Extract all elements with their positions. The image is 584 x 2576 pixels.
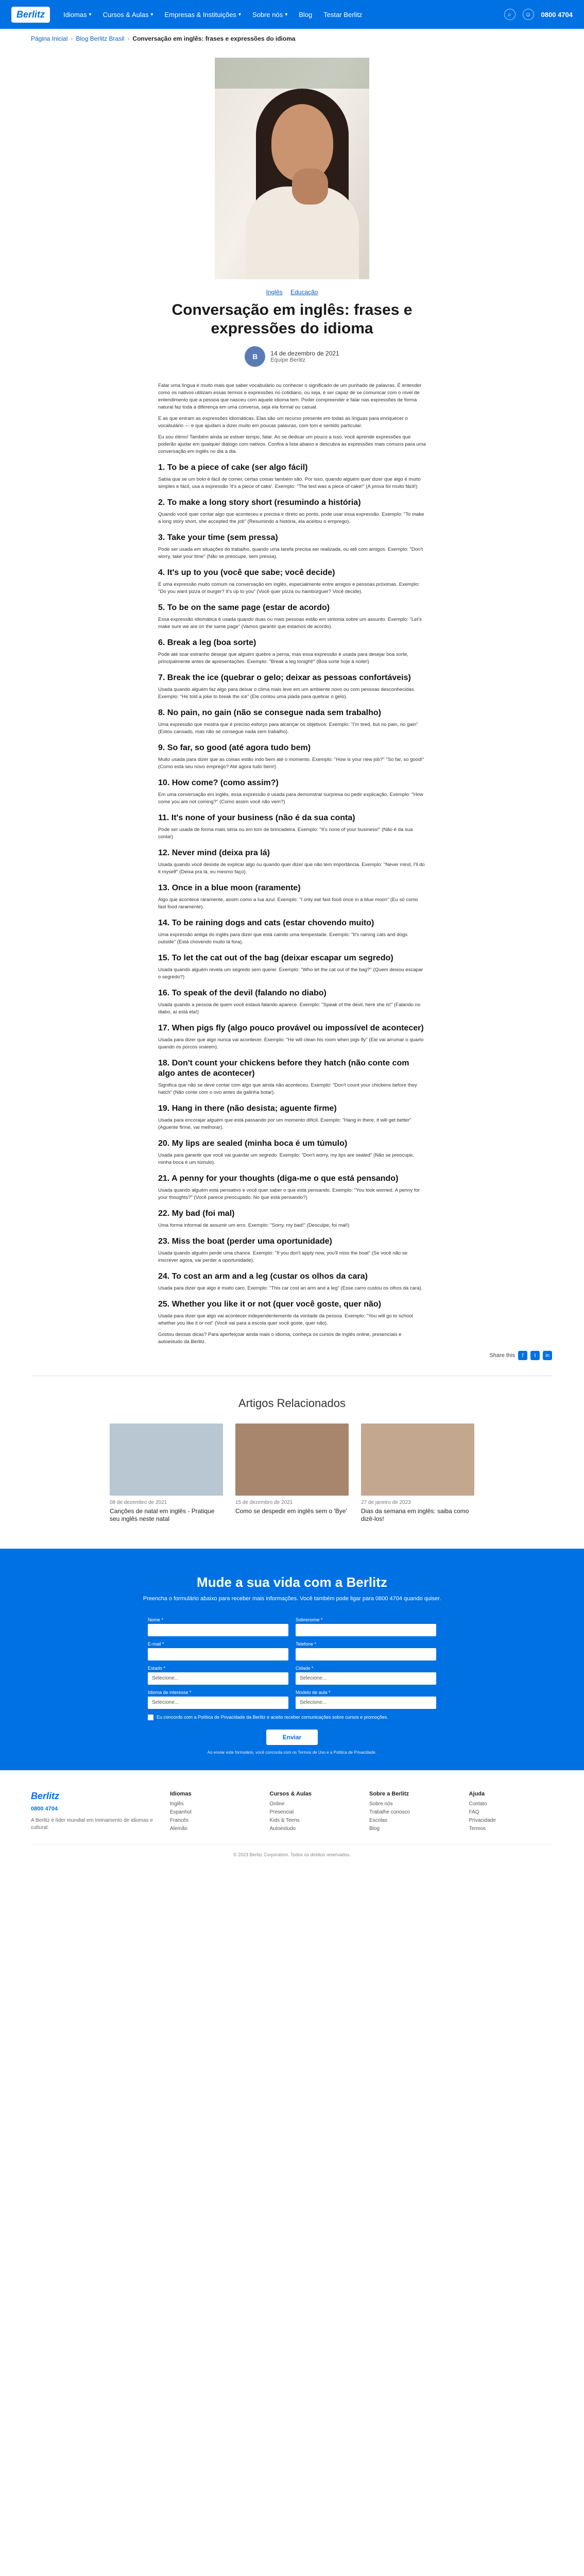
section-heading: 3. Take your time (sem pressa) xyxy=(158,533,278,542)
copyright: © 2023 Berlitz Corporation. Todos os direitos reservados. xyxy=(31,1844,553,1868)
form-row xyxy=(148,1641,436,1660)
section-paragraph: Uma expressão antiga do inglês para dizer que está caindo uma tempestade. Exemplo: "It's raining cats and dogs outside" (Está chovendo muito lá fora). xyxy=(158,932,408,945)
article-sections xyxy=(158,463,426,1327)
footer-column xyxy=(369,1791,454,1834)
section-paragraph: Quando você quer contar algo que aconteceu e precisa ir direto ao ponto, pode usar essa expressão. Exemplo: "To make a long story short, she accepted the job" (Resumindo a história, ela aceitou o emprego). xyxy=(158,512,424,524)
form-field xyxy=(296,1617,436,1636)
section-heading: 7. Break the ice (quebrar o gelo; deixar as pessoas confortáveis) xyxy=(158,673,411,682)
related-card-date: 27 de janeiro de 2023 xyxy=(361,1500,411,1505)
footer-column-title: Ajuda xyxy=(469,1791,485,1797)
section-heading: 22. My bad (foi mal) xyxy=(158,1209,235,1218)
section-paragraph: Usada para dizer que algo é muito caro. Exemplo: "This car cost an arm and a leg" (Esse carro custou os olhos da cara). xyxy=(158,1285,423,1291)
share-label: Share this xyxy=(489,1352,515,1359)
breadcrumb-current: Conversação em inglês: frases e expressões do idioma xyxy=(132,35,296,42)
section-paragraph: Usada para dizer que algo vai acontecer independentemente da vontade da pessoa. Exemplo: "You will go to school whether you like it or not" (Você vai para a escola quer você goste, quer não). xyxy=(158,1313,413,1326)
footer-logo[interactable]: Berlitz xyxy=(31,1791,60,1801)
form-field-input[interactable] xyxy=(296,1648,436,1660)
article-section xyxy=(158,673,426,701)
related-card[interactable] xyxy=(110,1423,223,1523)
form-field-input[interactable]: Selecione... xyxy=(148,1697,288,1709)
breadcrumb-separator: › xyxy=(127,35,130,42)
article-section xyxy=(158,463,426,490)
top-header xyxy=(0,0,584,29)
nav-item-empresas[interactable]: Empresas & Instituições ▾ xyxy=(164,10,241,19)
avatar: B xyxy=(245,346,265,367)
form-field-label: E-mail * xyxy=(148,1641,164,1647)
author-block xyxy=(158,346,426,367)
section-heading: 17. When pigs fly (algo pouco provável ou impossível de acontecer) xyxy=(158,1024,424,1032)
footer-link[interactable]: FAQ xyxy=(469,1809,479,1815)
cta-subtitle: Preencha o formulário abaixo para receber mais informações. Você também pode ligar para 0800 4704 quando quiser. xyxy=(143,1596,441,1602)
related-card-image xyxy=(235,1423,349,1496)
form-field-input[interactable]: Selecione... xyxy=(296,1672,436,1685)
legal-text: Ao enviar este formulário, você concorda com os Termos de Uso e a Política de Privacidade. xyxy=(207,1750,377,1755)
form-field-label: Telefone * xyxy=(296,1641,317,1647)
section-heading: 19. Hang in there (não desista; aguente firme) xyxy=(158,1104,337,1113)
tag-educacao[interactable]: Educação xyxy=(290,289,318,296)
article-section xyxy=(158,1236,426,1264)
section-heading: 21. A penny for your thoughts (diga-me o que está pensando) xyxy=(158,1174,399,1183)
footer-column-title: Idiomas xyxy=(170,1791,192,1797)
section-heading: 9. So far, so good (até agora tudo bem) xyxy=(158,743,311,752)
section-heading: 4. It's up to you (você que sabe; você decide) xyxy=(158,568,335,577)
footer-link[interactable]: Online xyxy=(269,1801,285,1807)
article-section xyxy=(158,533,426,561)
section-heading: 13. Once in a blue moon (raramente) xyxy=(158,884,301,892)
article-section xyxy=(158,988,426,1016)
footer-link[interactable]: Autoestudo xyxy=(269,1826,296,1832)
search-icon[interactable]: ⌕ xyxy=(504,9,516,20)
nav-item-sobre[interactable]: Sobre nós ▾ xyxy=(252,10,288,19)
article-section xyxy=(158,568,426,596)
footer-column xyxy=(469,1791,554,1834)
form-field xyxy=(148,1617,288,1636)
related-card-title: Dias da semana em inglês: saiba como dizê-los! xyxy=(361,1507,469,1522)
form-field-input[interactable] xyxy=(148,1648,288,1660)
article-section xyxy=(158,1174,426,1201)
share-bar xyxy=(32,1351,552,1376)
header-actions xyxy=(504,9,573,20)
related-card-date: 08 de dezembro de 2021 xyxy=(110,1500,167,1505)
intro-paragraph: Falar uma língua é muito mais que saber vocabulário ou conhecer o significado de um punhado de palavras. É entender como os nativos utilizam essas termos e expressões no cotidiano, ou seja, é ser capaz de se comunicar com o nível de entendimento que a pessoa que nasceu com aquele idioma tem. Poder compreender e falar nas expressões de forma natural faz toda a diferença em uma conversa, seja ela formal ou casual. xyxy=(158,383,422,410)
footer-column-title: Sobre a Berlitz xyxy=(369,1791,409,1797)
footer-link[interactable]: Privacidade xyxy=(469,1818,496,1823)
related-card-title: Canções de natal em inglês - Pratique seu inglês neste natal xyxy=(110,1507,215,1522)
nav-item-testar[interactable]: Testar Berlitz xyxy=(323,10,363,19)
cta-title: Mude a sua vida com a Berlitz xyxy=(197,1574,387,1590)
section-paragraph: Usada para dizer que algo nunca vai acontecer. Exemplo: "He will clean his room when pigs fly" (Ele vai arrumar o quarto quando os porcos voarem). xyxy=(158,1037,424,1050)
nav-item-cursos[interactable]: Cursos & Aulas ▾ xyxy=(102,10,153,19)
article-section xyxy=(158,1023,426,1051)
section-paragraph: Usada quando alguém faz algo para deixar o clima mais leve em um ambiente novo ou com pessoas desconhecidas. Exemplo: "He told a joke to break the ice" (Ele contou uma piada para quebrar o gelo). xyxy=(158,687,416,700)
article-section xyxy=(158,883,426,911)
section-paragraph: Uma expressão que mostra que é preciso esforço para alcançar os objetivos. Exemplo: "I'm tired, but no pain, no gain" (Estou cansado, mas não se consegue nada sem trabalho). xyxy=(158,722,418,735)
form-field-label: Idioma de interesse * xyxy=(148,1690,192,1695)
section-heading: 10. How come? (como assim?) xyxy=(158,778,279,787)
consent-checkbox[interactable] xyxy=(148,1715,153,1720)
footer-link[interactable]: Francês xyxy=(170,1818,189,1823)
section-heading: 18. Don't count your chickens before they hatch (não conte com algo antes de acontecer) xyxy=(158,1059,409,1078)
chevron-down-icon: ▾ xyxy=(89,11,92,18)
section-paragraph: Pode ser usada em situações do trabalho, quando uma tarefa precisa ser realizada, ou até com amigos. Exemplo: "Don't worry, take your time" (Não se preocupe, sem pressa). xyxy=(158,547,423,560)
related-card-image xyxy=(110,1423,223,1496)
form-field-input[interactable] xyxy=(296,1624,436,1636)
article xyxy=(158,289,426,1346)
chevron-down-icon: ▾ xyxy=(238,11,241,18)
hero-image xyxy=(215,58,369,279)
nav-item-blog[interactable]: Blog xyxy=(299,10,313,19)
consent-text: Eu concordo com a Política de Privacidade da Berlitz e aceito receber comunicações sobre cursos e promoções. xyxy=(157,1715,388,1720)
chevron-down-icon: ▾ xyxy=(285,11,288,18)
section-paragraph: Muito usada para dizer que as coisas estão indo bem até o momento. Exemplo: "How is your new job?" "So far, so good!" (Como está seu novo emprego? Até agora tudo bem!) xyxy=(158,757,424,770)
article-section xyxy=(158,743,426,771)
article-section xyxy=(158,953,426,981)
article-section xyxy=(158,1272,426,1292)
section-heading: 14. To be raining dogs and cats (estar chovendo muito) xyxy=(158,919,374,927)
consent-row xyxy=(148,1714,436,1720)
section-paragraph: Algo que acontece raramente, assim como a lua azul. Exemplo: "I only eat fast food once in a blue moon" (Eu só como fast food raramente). xyxy=(158,897,418,910)
article-section xyxy=(158,603,426,631)
footer-link[interactable]: Alemão xyxy=(170,1826,187,1832)
submit-button[interactable]: Enviar xyxy=(266,1730,318,1745)
intro-paragraph: Eu sou ótimo! Também ainda se estiver tempo, falar. Ao se dedicar um pouco a isso, você aprende expressões que poderão ajudar em qualquer diálogo com nativos. Confira a lista abaixo e descubra as expressões mais comuns para uma conversação em inglês no dia a dia. xyxy=(158,434,426,454)
section-heading: 11. It's none of your business (não é da sua conta) xyxy=(158,814,355,822)
form-field-input[interactable]: Selecione... xyxy=(296,1697,436,1709)
related-card[interactable] xyxy=(361,1423,474,1523)
main-nav xyxy=(63,11,504,19)
footer-column xyxy=(270,1791,354,1834)
article-section xyxy=(158,1209,426,1229)
related-card-date: 15 de dezembro de 2021 xyxy=(235,1500,293,1505)
section-paragraph: Usada para garantir que você vai guardar um segredo. Exemplo: "Don't worry, my lips are sealed" (Não se preocupe, minha boca é um túmulo). xyxy=(158,1153,414,1165)
article-intro xyxy=(158,382,426,455)
chevron-down-icon: ▾ xyxy=(150,11,153,18)
related-card-image xyxy=(361,1423,474,1496)
form-field-label: Cidade * xyxy=(296,1666,314,1671)
breadcrumb-home[interactable]: Página Inicial xyxy=(31,35,68,42)
footer-link[interactable]: Trabalhe conosco xyxy=(369,1809,410,1815)
section-paragraph: Usada quando você desiste de explicar algo ou quando quer dizer que não tem importância. Exemplo: "Never mind, I'll do it myself" (Deixa pra lá, eu mesmo faço). xyxy=(158,862,425,875)
facebook-icon[interactable]: f xyxy=(518,1351,527,1360)
section-heading: 8. No pain, no gain (não se consegue nada sem trabalho) xyxy=(158,708,381,717)
footer-about: A Berlitz é líder mundial em treinamento de idiomas e cultural. xyxy=(31,1818,153,1831)
form-row xyxy=(148,1666,436,1685)
nav-item-idiomas[interactable]: Idiomas ▾ xyxy=(63,10,92,19)
article-section xyxy=(158,1104,426,1131)
footer-brand xyxy=(31,1791,154,1834)
tag-ingles[interactable]: Inglês xyxy=(266,289,283,296)
section-paragraph: Usada quando alguém está pensativo e você quer saber o que está pensando. Exemplo: "You look worried. A penny for your thoughts?" (Você parece preocupado. No que está pensando?) xyxy=(158,1188,420,1200)
contact-form-section xyxy=(0,1549,584,1770)
related-title: Artigos Relacionados xyxy=(238,1397,346,1410)
section-paragraph: Sabia que se um bolo é fácil de comer, certas coisas também são. Por isso, quando alguém quer dizer que algo é muito simples e fácil, usa a expressão 'It's a piece of cake'. Exemplo: "The test was a piece of cake!" (A prova foi muito fácil!) xyxy=(158,477,421,489)
article-section xyxy=(158,1058,426,1096)
section-paragraph: Usada quando alguém revela um segredo sem querer. Exemplo: "Who let the cat out of the bag?" (Quem deixou escapar o segredo?) xyxy=(158,967,423,980)
section-heading: 24. To cost an arm and a leg (custar os olhos da cara) xyxy=(158,1272,368,1281)
section-paragraph: Uma forma informal de assumir um erro. Exemplo: "Sorry, my bad!" (Desculpe, foi mal!) xyxy=(158,1223,350,1228)
intro-paragraph: E as que entram as expressões idiomáticas. Elas são um recurso presente em todas as línguas para enriquecer o vocabulário — e que ajudam a dizer muito em poucas palavras, com tom e sentido particular. xyxy=(158,416,408,429)
section-heading: 23. Miss the boat (perder uma oportunidade) xyxy=(158,1237,332,1246)
header-phone[interactable]: 0800 4704 xyxy=(541,10,573,19)
related-articles xyxy=(0,1376,584,1538)
footer-link[interactable]: Termos xyxy=(469,1826,486,1832)
section-heading: 6. Break a leg (boa sorte) xyxy=(158,638,256,647)
footer-link[interactable]: Escolas xyxy=(369,1818,388,1823)
footer-link[interactable]: Kids & Teens xyxy=(269,1818,300,1823)
article-section xyxy=(158,848,426,876)
section-heading: 1. To be a piece of cake (ser algo fácil) xyxy=(158,463,308,472)
form-field-label: Sobrenome * xyxy=(296,1617,323,1622)
form-field-input[interactable] xyxy=(148,1624,288,1636)
form-field-label: Modelo de aula * xyxy=(296,1690,331,1695)
section-heading: 25. Whether you like it or not (quer você goste, quer não) xyxy=(158,1300,381,1309)
article-tags xyxy=(158,289,426,296)
section-paragraph: É uma expressão muito comum na conversação em inglês, especialmente entre amigos e pessoas próximas. Exemplo: "Do you want pizza or burger? It's up to you" (Você quer pizza ou hambúrguer? Você decide). xyxy=(158,582,420,595)
berlitz-logo[interactable]: Berlitz xyxy=(11,7,50,23)
form-row xyxy=(148,1617,436,1636)
form-field xyxy=(296,1690,436,1709)
article-section xyxy=(158,708,426,736)
form-field-label: Estado * xyxy=(148,1666,166,1671)
form-field xyxy=(148,1641,288,1660)
section-heading: 16. To speak of the devil (falando no diabo) xyxy=(158,989,327,997)
section-paragraph: Usada quando a pessoa de quem você estava falando aparece. Exemplo: "Speak of the devil, here she is!" (Falando no diabo, aí está ela!) xyxy=(158,1002,421,1015)
user-icon[interactable]: ☺ xyxy=(523,9,534,20)
breadcrumb-blog[interactable]: Blog Berlitz Brasil xyxy=(76,35,125,42)
form-field xyxy=(296,1641,436,1660)
related-card[interactable] xyxy=(235,1423,349,1523)
section-heading: 5. To be on the same page (estar de acordo) xyxy=(158,603,330,612)
article-section xyxy=(158,498,426,526)
breadcrumb-separator: › xyxy=(71,35,73,42)
footer-phone[interactable]: 0800 4704 xyxy=(31,1806,58,1812)
article-section xyxy=(158,778,426,806)
footer-link[interactable]: Sobre nós xyxy=(369,1801,393,1807)
section-paragraph: Essa expressão idiomática é usada quando duas ou mais pessoas estão em sintonia sobre um assunto. Exemplo: "Let's make sure we are on the same page" (Vamos garantir que estamos de acordo). xyxy=(158,617,422,630)
form-field-input[interactable]: Selecione... xyxy=(148,1672,288,1685)
footer-link[interactable]: Espanhol xyxy=(170,1809,192,1815)
section-heading: 2. To make a long story short (resumindo a história) xyxy=(158,498,361,507)
breadcrumb xyxy=(0,29,584,48)
outro-paragraph: Gostou dessas dicas? Para aperfeiçoar ainda mais o idioma, conheça os cursos de inglês online, presenciais e autoestudo da Berlitz. xyxy=(158,1332,402,1345)
section-heading: 20. My lips are sealed (minha boca é um túmulo) xyxy=(158,1139,348,1148)
footer-link[interactable]: Presencial xyxy=(269,1809,294,1815)
section-paragraph: Usada para encorajar alguém que está passando por um momento difícil. Exemplo: "Hang in there, it will get better" (Aguente firme, vai melhorar). xyxy=(158,1117,411,1130)
form-field-label: Nome * xyxy=(148,1617,164,1622)
footer-column-title: Cursos & Aulas xyxy=(269,1791,312,1797)
footer-link[interactable]: Inglês xyxy=(170,1801,184,1807)
page-title: Conversação em inglês: frases e expressões do idioma xyxy=(171,301,413,337)
section-paragraph: Em uma conversação em inglês, essa expressão é usada para demonstrar surpresa ou pedir explicação. Exemplo: "How come you are not coming?" (Como assim você não vem?) xyxy=(158,792,423,805)
section-paragraph: Pode ser usada de forma mais séria ou em tom de brincadeira. Exemplo: "It's none of your business!" (Não é da sua conta!) xyxy=(158,827,413,840)
form-field xyxy=(296,1666,436,1685)
article-section xyxy=(158,1299,426,1327)
article-section xyxy=(158,1139,426,1166)
article-section xyxy=(158,918,426,946)
author-name: Equipe Berlitz xyxy=(270,357,306,363)
article-section xyxy=(158,638,426,666)
footer-link[interactable]: Blog xyxy=(369,1826,380,1832)
footer xyxy=(0,1770,584,1868)
article-section xyxy=(158,813,426,841)
section-paragraph: Significa que não se deve contar com algo que ainda não aconteceu. Exemplo: "Don't count your chickens before they hatch" (Não conte com o ovo antes da galinha botar). xyxy=(158,1082,417,1095)
article-outro xyxy=(158,1331,426,1346)
contact-form xyxy=(148,1617,436,1755)
related-card-title: Como se despedir em inglês sem o 'Bye' xyxy=(235,1507,347,1515)
section-heading: 15. To let the cat out of the bag (deixar escapar um segredo) xyxy=(158,954,393,962)
footer-link[interactable]: Contato xyxy=(469,1801,487,1807)
section-paragraph: Usada quando alguém perde uma chance. Exemplo: "If you don't apply now, you'll miss the boat" (Se você não se inscrever agora, vai perder a oportunidade). xyxy=(158,1250,408,1263)
linkedin-icon[interactable]: in xyxy=(543,1351,552,1360)
footer-column xyxy=(170,1791,254,1834)
publish-date: 14 de dezembro de 2021 xyxy=(270,350,339,357)
form-row xyxy=(148,1690,436,1709)
twitter-icon[interactable]: t xyxy=(530,1351,540,1360)
section-paragraph: Pode até soar estranho desejar que alguém quebre a perna, mas essa expressão é usada para desejar boa sorte, principalmente antes de apresentações. Exemplo: "Break a leg tonight!" (Boa sorte hoje à noite!) xyxy=(158,652,408,665)
section-heading: 12. Never mind (deixa pra lá) xyxy=(158,849,270,857)
related-cards xyxy=(31,1423,553,1523)
form-field xyxy=(148,1666,288,1685)
form-field xyxy=(148,1690,288,1709)
